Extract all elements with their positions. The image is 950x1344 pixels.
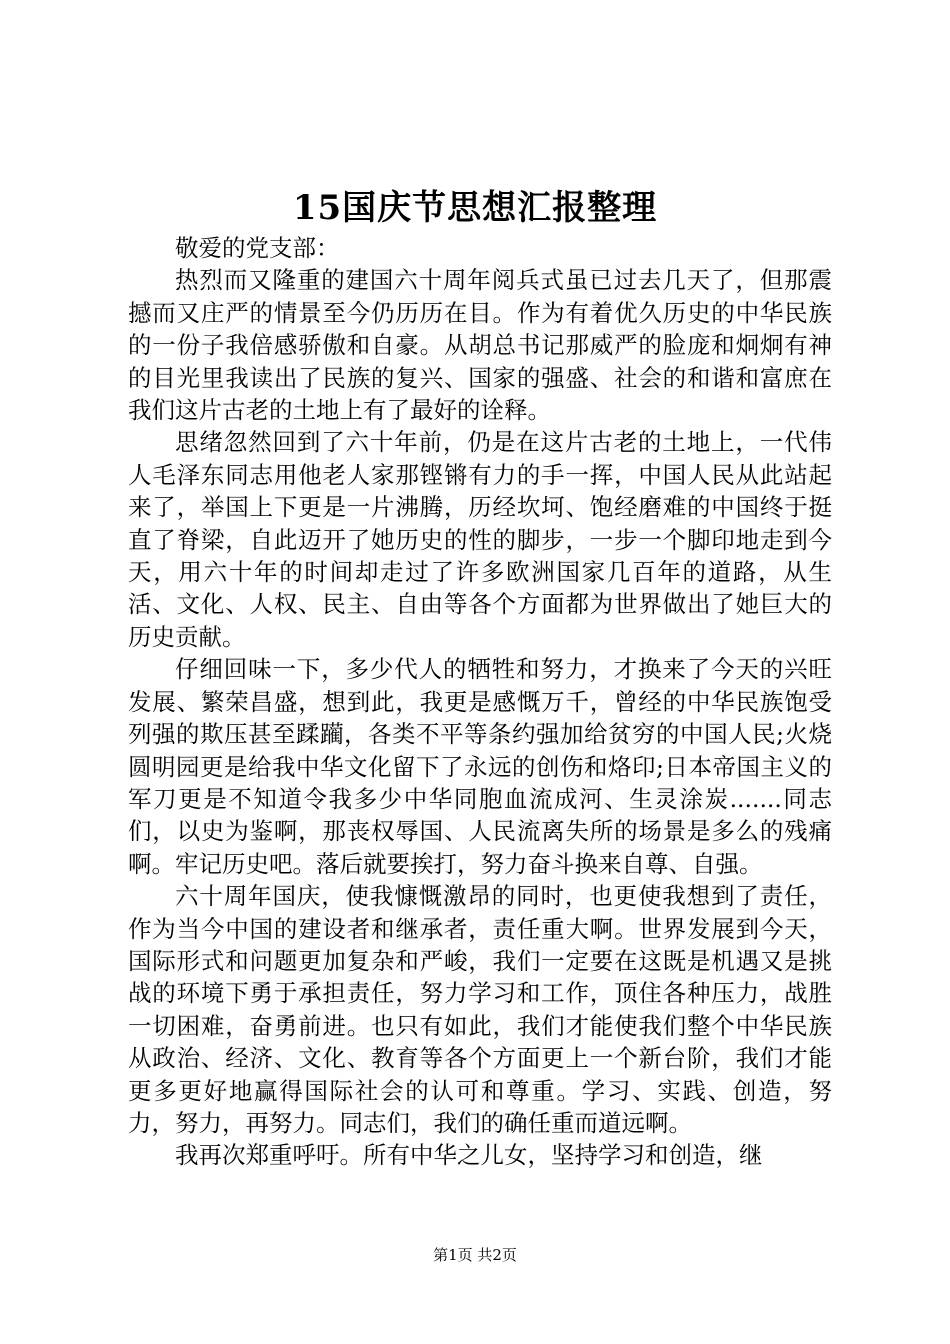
salutation: 敬爱的党支部：	[175, 234, 340, 262]
paragraph: 我再次郑重呼吁。所有中华之儿女，坚持学习和创造，继	[175, 1141, 763, 1170]
page-footer: 第1页 共2页	[433, 1246, 517, 1264]
paragraph: 思绪忽然回到了六十年前，仍是在这片古老的土地上，一代伟人毛泽东同志用他老人家那铿锵有力的手一挥，中国人民从此站起来了，举国上下更是一片沸腾，历经坎坷、饱经磨难的中国终于挺直了脊梁，自此迈开了她历史的性的脚步，一步一个脚印地走到今天，用六十年的时间却走过了许多欧洲国家几百年的道路，从生活、文化、人权、民主、自由等各个方面都为世界做出了她巨大的历史贡献。	[128, 428, 832, 651]
paragraph: 六十周年国庆，使我慷慨激昂的同时，也更使我想到了责任，作为当今中国的建设者和继承者，责任重大啊。世界发展到今天，国际形式和问题更加复杂和严峻，我们一定要在这既是机遇又是挑战的环境下勇于承担责任，努力学习和工作，顶住各种压力，战胜一切困难，奋勇前进。也只有如此，我们才能使我们整个中华民族从政治、经济、文化、教育等各个方面更上一个新台阶，我们才能更多更好地赢得国际社会的认可和尊重。学习、实践、创造，努力，努力，再努力。同志们，我们的确任重而道远啊。	[128, 882, 832, 1137]
document-body	[128, 232, 832, 1172]
document-title: 15国庆节思想汇报整理	[292, 188, 658, 228]
paragraph: 仔细回味一下，多少代人的牺牲和努力，才换来了今天的兴旺发展、繁荣昌盛，想到此，我更是感慨万千，曾经的中华民族饱受列强的欺压甚至蹂躏，各类不平等条约强加给贫穷的中国人民;火烧圆明园更是给我中华文化留下了永远的创伤和烙印;日本帝国主义的军刀更是不知道令我多少中华同胞血流成河、生灵涂炭.......同志们，以史为鉴啊，那丧权辱国、人民流离失所的场景是多么的残痛啊。牢记历史吧。落后就要挨打，努力奋斗换来自尊、自强。	[128, 655, 832, 878]
paragraph: 热烈而又隆重的建国六十周年阅兵式虽已过去几天了，但那震撼而又庄严的情景至今仍历历在目。作为有着优久历史的中华民族的一份子我倍感骄傲和自豪。从胡总书记那威严的脸庞和炯炯有神的目光里我读出了民族的复兴、国家的强盛、社会的和谐和富庶在我们这片古老的土地上有了最好的诠释。	[128, 266, 832, 425]
